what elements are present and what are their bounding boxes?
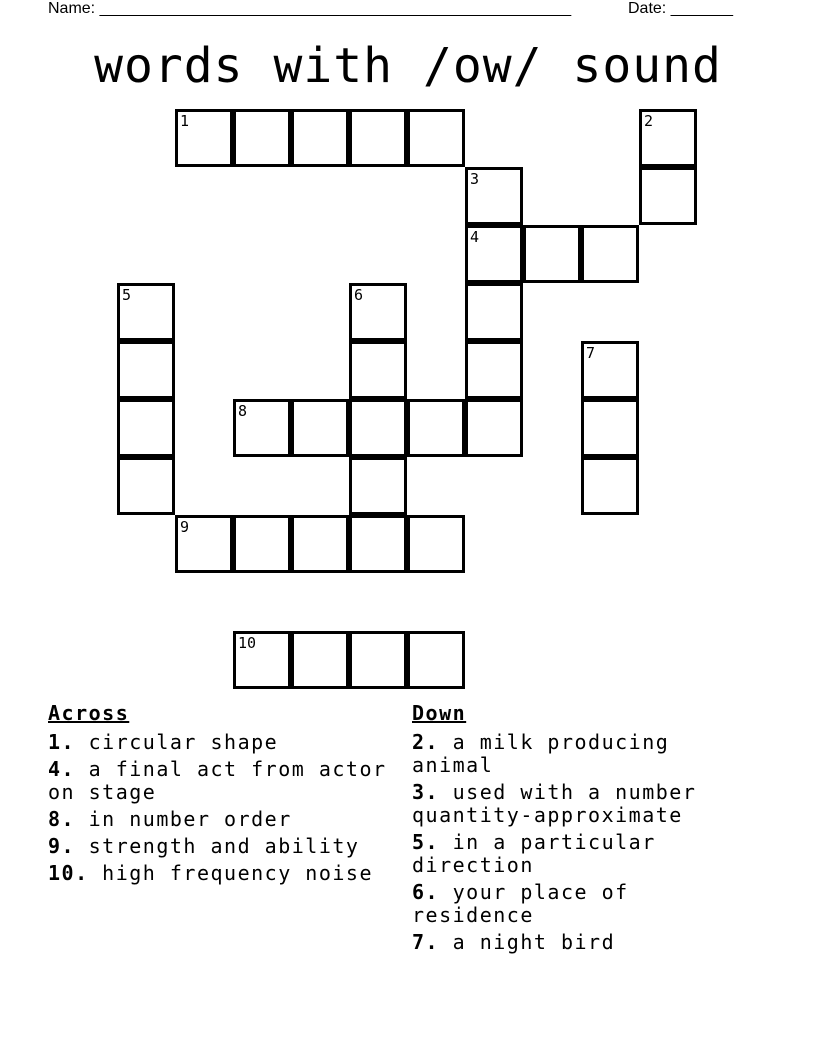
cell-number: 8 (238, 402, 248, 420)
grid-cell[interactable] (465, 283, 523, 341)
clue-text: used with a number quantity-approximate (412, 780, 697, 827)
clue-text: in a particular direction (412, 830, 656, 877)
grid-cell[interactable] (117, 283, 175, 341)
cell-number: 5 (122, 286, 132, 304)
clue-number: 6. (412, 880, 440, 904)
clue-number: 4. (48, 757, 76, 781)
down-clue (412, 781, 742, 827)
grid-cell[interactable] (465, 167, 523, 225)
grid-cell[interactable] (233, 515, 291, 573)
down-clues (412, 702, 742, 958)
grid-cell[interactable] (407, 631, 465, 689)
grid-cell[interactable] (349, 515, 407, 573)
clue-text: a night bird (439, 930, 616, 954)
name-line: Name: _____________________________________________________ (48, 0, 572, 17)
grid-cell[interactable] (523, 225, 581, 283)
across-heading: Across (48, 701, 130, 725)
grid-cell[interactable] (407, 515, 465, 573)
clue-text: your place of residence (412, 880, 629, 927)
grid-cell[interactable] (117, 341, 175, 399)
cell-number: 4 (470, 228, 480, 246)
down-heading: Down (412, 701, 467, 725)
across-clue (48, 862, 398, 885)
cell-number: 6 (354, 286, 364, 304)
grid-cell[interactable] (581, 399, 639, 457)
clue-number: 1. (48, 730, 76, 754)
grid-cell[interactable] (233, 109, 291, 167)
clue-number: 5. (412, 830, 440, 854)
grid-cell[interactable] (233, 399, 291, 457)
clue-text: strength and ability (75, 834, 360, 858)
grid-cell[interactable] (349, 109, 407, 167)
grid-cell[interactable] (349, 631, 407, 689)
grid-cell[interactable] (581, 225, 639, 283)
grid-cell[interactable] (117, 457, 175, 515)
clue-text: high frequency noise (88, 861, 373, 885)
grid-cell[interactable] (291, 631, 349, 689)
date-line: Date: _______ (628, 0, 733, 17)
cell-number: 3 (470, 170, 480, 188)
grid-cell[interactable] (233, 631, 291, 689)
cell-number: 10 (238, 634, 257, 652)
across-clue (48, 758, 398, 804)
across-clue-list (48, 731, 398, 885)
clue-number: 10. (48, 861, 89, 885)
grid-cell[interactable] (175, 109, 233, 167)
cell-number: 2 (644, 112, 654, 130)
down-clue (412, 831, 742, 877)
grid-cell[interactable] (407, 399, 465, 457)
grid-cell[interactable] (291, 399, 349, 457)
cell-number: 9 (180, 518, 190, 536)
grid-cell[interactable] (639, 167, 697, 225)
grid-cell[interactable] (465, 341, 523, 399)
down-clue-list (412, 731, 742, 954)
clue-text: a milk producing animal (412, 730, 670, 777)
grid-cell[interactable] (291, 515, 349, 573)
across-clue (48, 731, 398, 754)
grid-cell[interactable] (465, 225, 523, 283)
clue-number: 8. (48, 807, 76, 831)
grid-cell[interactable] (349, 399, 407, 457)
clue-number: 9. (48, 834, 76, 858)
down-clue (412, 931, 742, 954)
grid-cell[interactable] (639, 109, 697, 167)
grid-cell[interactable] (117, 399, 175, 457)
grid-cell[interactable] (349, 341, 407, 399)
grid-cell[interactable] (175, 515, 233, 573)
grid-cell[interactable] (581, 341, 639, 399)
down-clue (412, 881, 742, 927)
across-clue (48, 835, 398, 858)
clue-text: in number order (75, 807, 292, 831)
cell-number: 1 (180, 112, 190, 130)
across-clue (48, 808, 398, 831)
grid-cell[interactable] (349, 283, 407, 341)
grid-cell[interactable] (407, 109, 465, 167)
clue-number: 3. (412, 780, 440, 804)
down-clue (412, 731, 742, 777)
clue-text: a final act from actor on stage (48, 757, 387, 804)
grid-cell[interactable] (581, 457, 639, 515)
cell-number: 7 (586, 344, 596, 362)
grid-cell[interactable] (349, 457, 407, 515)
grid-cell[interactable] (465, 399, 523, 457)
puzzle-title: words with /ow/ sound (94, 38, 722, 94)
grid-cell[interactable] (291, 109, 349, 167)
clue-number: 2. (412, 730, 440, 754)
across-clues (48, 702, 398, 889)
clue-text: circular shape (75, 730, 279, 754)
clue-number: 7. (412, 930, 440, 954)
